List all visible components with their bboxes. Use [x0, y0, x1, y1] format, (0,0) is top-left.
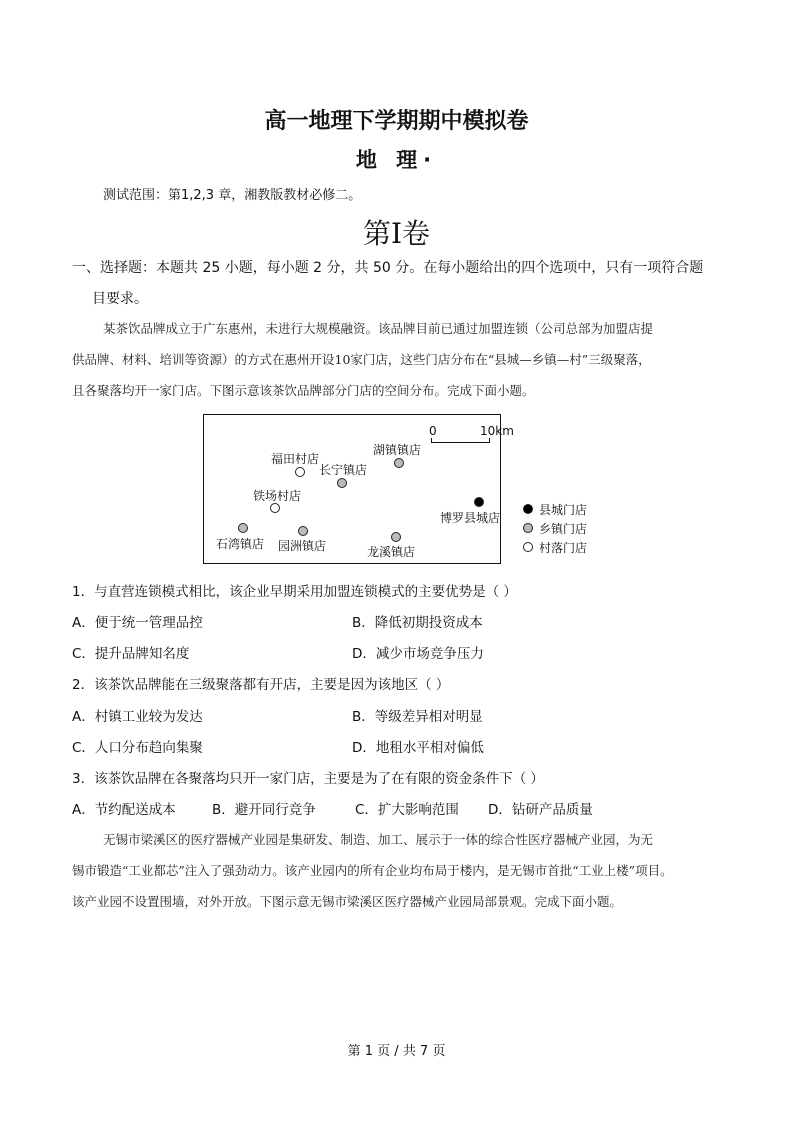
passage2-line: 该产业园不设置围墙，对外开放。下图示意无锡市梁溪区医疗器械产业园局部景观。完成下面小题。	[72, 894, 623, 909]
question-stem: 1．与直营连锁模式相比，该企业早期采用加盟连锁模式的主要优势是（ ）	[72, 584, 517, 600]
store-label: 龙溪镇店	[367, 545, 416, 559]
store-marker	[298, 526, 308, 536]
store-marker	[394, 458, 404, 468]
page-footer: 第 1 页 / 共 7 页	[347, 1044, 446, 1059]
option-d: D．减少市场竞争压力	[352, 646, 484, 662]
option-a: A．村镇工业较为发达	[72, 709, 203, 725]
passage1-line: 供品牌、材料、培训等资源）的方式在惠州开设10家门店，这些门店分布在“县城—乡镇—村”三级聚落，	[72, 352, 651, 367]
option-d: D．钻研产品质量	[488, 802, 593, 818]
legend-town: 乡镇门店	[539, 522, 588, 536]
passage2-line: 无锡市梁溪区的医疗器械产业园是集研发、制造、加工、展示于一体的综合性医疗器械产业园，为无	[103, 832, 654, 847]
question-stem: 3．该茶饮品牌在各聚落均只开一家门店，主要是为了在有限的资金条件下（ ）	[72, 771, 544, 787]
store-distribution-map	[203, 414, 514, 564]
store-marker	[270, 503, 280, 513]
store-label: 园洲镇店	[278, 539, 327, 553]
legend-town-icon	[523, 523, 533, 533]
volume-heading: 第I卷	[362, 217, 431, 250]
store-marker	[474, 497, 484, 507]
option-b: B．等级差异相对明显	[352, 709, 483, 725]
legend-county-icon	[523, 504, 533, 514]
option-b: B．降低初期投资成本	[352, 615, 483, 631]
store-label: 博罗县城店	[440, 511, 501, 525]
passage1-line: 且各聚落均开一家门店。下图示意该茶饮品牌部分门店的空间分布。完成下面小题。	[72, 383, 535, 398]
store-label: 长宁镇店	[319, 463, 368, 477]
legend-county: 县城门店	[539, 503, 588, 517]
scale-start: 0	[429, 424, 437, 438]
store-marker	[295, 467, 305, 477]
page-title: 高一地理下学期期中模拟卷	[264, 109, 529, 134]
option-a: A．节约配送成本	[72, 802, 176, 818]
store-label: 福田村店	[271, 452, 320, 466]
section-instruction-cont: 目要求。	[92, 291, 148, 307]
option-a: A．便于统一管理品控	[72, 615, 203, 631]
subject-heading: 地 理·	[355, 148, 438, 172]
option-c: C．人口分布趋向集聚	[72, 740, 203, 756]
store-label: 石湾镇店	[216, 537, 265, 551]
option-d: D．地租水平相对偏低	[352, 740, 484, 756]
question-stem: 2．该茶饮品牌能在三级聚落都有开店，主要是因为该地区（ ）	[72, 677, 450, 693]
legend-village-icon	[523, 542, 533, 552]
section-instruction: 一、选择题：本题共 25 小题，每小题 2 分，共 50 分。在每小题给出的四个选项中，只有一项符合题	[72, 260, 704, 276]
option-c: C．提升品牌知名度	[72, 646, 190, 662]
store-marker	[391, 532, 401, 542]
option-b: B．避开同行竞争	[212, 802, 316, 818]
passage2-line: 锡市锻造“工业都芯”注入了强劲动力。该产业园内的所有企业均布局于楼内，是无锡市首批“工业上楼”项目。	[72, 863, 673, 878]
passage1-line: 某茶饮品牌成立于广东惠州，未进行大规模融资。该品牌目前已通过加盟连锁（公司总部为加盟店提	[103, 321, 654, 336]
store-marker	[337, 478, 347, 488]
legend-village: 村落门店	[539, 541, 588, 555]
option-c: C．扩大影响范围	[355, 802, 459, 818]
scale-end: 10km	[480, 424, 514, 438]
store-label: 湖镇镇店	[373, 443, 422, 457]
scale-bar	[431, 438, 490, 443]
store-marker	[238, 523, 248, 533]
test-scope: 测试范围：第1,2,3 章，湘教版教材必修二。	[103, 188, 362, 203]
store-label: 铁场村店	[253, 489, 302, 503]
